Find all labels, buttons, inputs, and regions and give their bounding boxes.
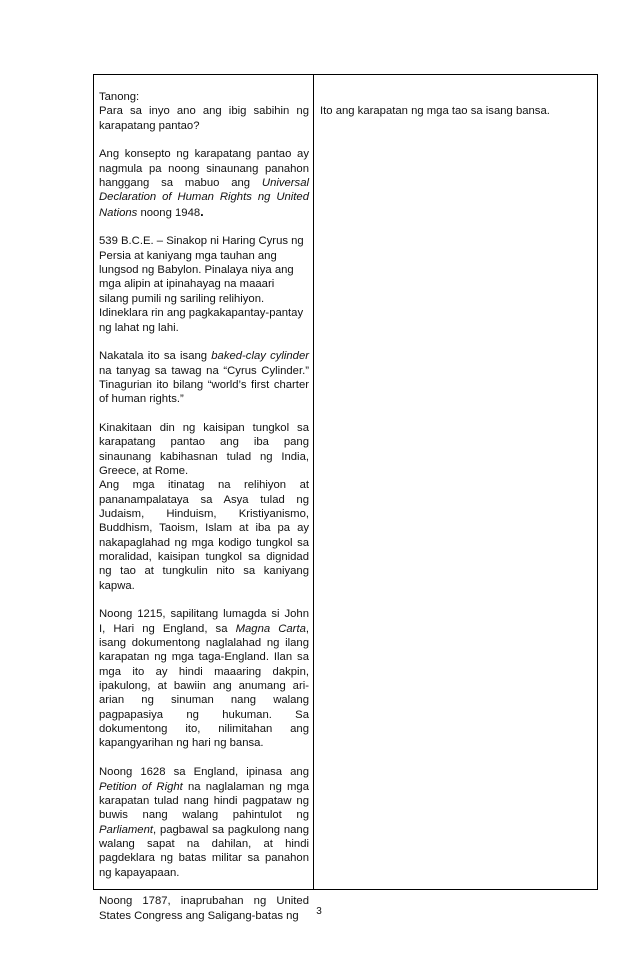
p2-line: Persia at kaniyang mga tauhan ang — [99, 249, 277, 262]
paragraph-concept — [99, 147, 309, 220]
left-column — [99, 90, 309, 923]
p1-italic: Universal Declaration of Human Rights ng United Nations — [99, 177, 309, 219]
paragraph-magna-carta — [99, 607, 309, 750]
column-divider — [313, 75, 314, 889]
p2-line: silang pumili ng sariling relihiyon. — [99, 292, 265, 305]
p2-line: lungsod ng Babylon. Pinalaya niya ang — [99, 264, 294, 277]
p3-post: na tanyag sa tawag na “Cyrus Cylinder.” Tinagurian ito bilang “world’s first charter of human rights.” — [99, 364, 309, 406]
page-number: 3 — [316, 906, 322, 917]
p2-line: ng lahat ng lahi. — [99, 321, 179, 334]
paragraph-petition — [99, 765, 309, 880]
content-table — [93, 74, 598, 922]
p7-post: , pagbawal sa pagkulong nang walang sapat na dahilan, at hindi pagdeklara ng batas militar sa panahon ng kapayapaan. — [99, 823, 309, 879]
p1-post: noong 1948 — [137, 206, 201, 219]
p6-italic: Magna Carta — [235, 622, 306, 635]
p1-text: Ang konsepto ng karapatang pantao ay nagmula pa noong sinaunang panahon hanggang sa mabuo ang — [99, 148, 309, 190]
paragraph-us-congress: Noong 1787, inaprubahan ng United States Congress ang Saligang-batas ng — [99, 895, 309, 922]
question-label: Tanong: — [99, 91, 140, 103]
paragraph-cylinder — [99, 349, 309, 406]
p6-text: Noong 1215, sapilitang lumagda si John I, Hari ng England, sa — [99, 608, 309, 635]
p1-end: . — [200, 203, 204, 219]
p7-text: Noong 1628 sa England, ipinasa ang — [99, 766, 309, 779]
paragraph-cyrus — [99, 234, 309, 334]
paragraph-religions: Ang mga itinatag na relihiyon at pananampalataya sa Asya tulad ng Judaism, Hinduism, Kristiyanismo, Buddhism, Taoism, Islam at iba pa ay nakapaglahad ng mga kodigo tungkol sa moralidad, kaisipan tungkol sa dignidad ng tao at tungkulin nito sa kaniyang kapwa. — [99, 479, 309, 592]
p2-line: 539 B.C.E. – Sinakop ni Haring Cyrus ng — [99, 235, 304, 248]
right-column — [320, 104, 594, 118]
p7-italic-2: Parliament — [99, 823, 153, 836]
paragraph-civilizations: Kinakitaan din ng kaisipan tungkol sa karapatang pantao ang iba pang sinaunang kabihasnan tulad ng India, Greece, at Rome. — [99, 421, 309, 477]
p2-line: Idineklara rin ang pagkakapantay-pantay — [99, 307, 304, 320]
p6-post: , isang dokumentong naglalahad ng ilang karapatan ng mga taga-England. Ilan sa mga ito ay hindi maaaring dakpin, ipakulong, at bawiin ang anumang ari-arian ng sinuman nang walang pagpapasiya ng hukuman. Sa dokumentong ito, nilimitahan ang kapangyarihan ng hari ng bansa. — [99, 622, 309, 750]
p2-line: mga alipin at ipinahayag na maaari — [99, 278, 275, 291]
p7-italic-1: Petition of Right — [99, 780, 183, 793]
question-text: Para sa inyo ano ang ibig sabihin ng karapatang pantao? — [99, 105, 309, 132]
p3-italic: baked-clay cylinder — [211, 350, 310, 363]
answer-text: Ito ang karapatan ng mga tao sa isang bansa. — [320, 105, 550, 117]
p3-text: Nakatala ito sa isang — [99, 350, 212, 363]
p7-mid: na naglalaman ng mga karapatan tulad nang hindi pagpataw ng buwis nang walang pahintulot ng — [99, 780, 309, 822]
